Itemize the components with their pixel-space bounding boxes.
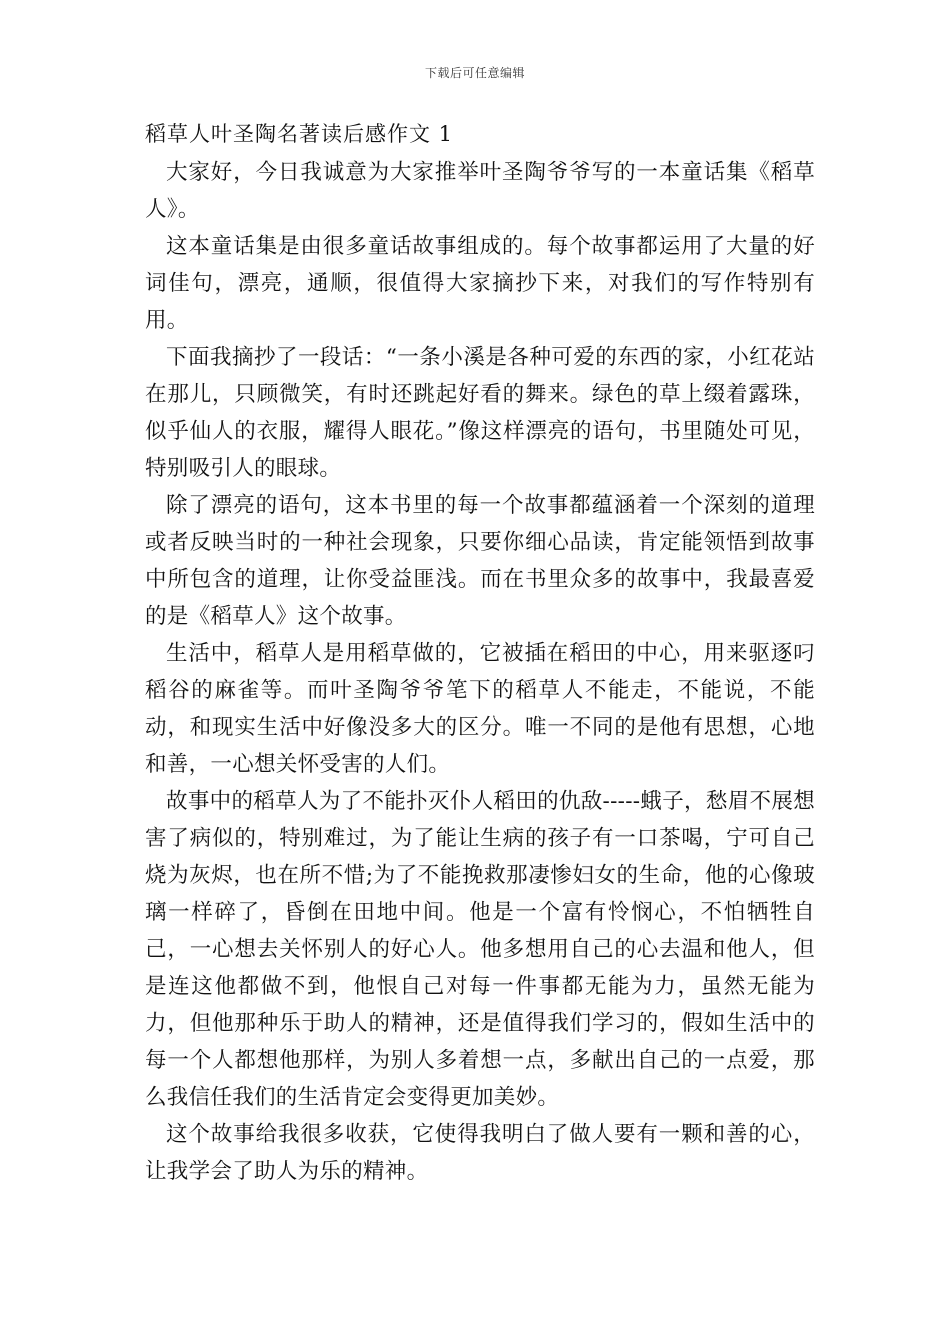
paragraph: 这个故事给我很多收获，它使得我明白了做人要有一颗和善的心，让我学会了助人为乐的精神。 — [145, 1122, 815, 1184]
paragraph: 除了漂亮的语句，这本书里的每一个故事都蕴涵着一个深刻的道理或者反映当时的一种社会现象，只要你细心品读，肯定能领悟到故事中所包含的道理，让你受益匪浅。而在书里众多的故事中，我最喜爱的是《稻草人》这个故事。 — [145, 493, 815, 629]
paragraph: 生活中，稻草人是用稻草做的，它被插在稻田的中心，用来驱逐叼稻谷的麻雀等。而叶圣陶爷爷笔下的稻草人不能走，不能说，不能动，和现实生活中好像没多大的区分。唯一不同的是他有思想，心地和善，一心想关怀受害的人们。 — [145, 641, 815, 777]
paragraph: 故事中的稻草人为了不能扑灭仆人稻田的仇敌-----蛾子，愁眉不展想害了病似的，特别难过，为了能让生病的孩子有一口茶喝，宁可自己烧为灰烬，也在所不惜;为了不能挽救那凄惨妇女的生命，他的心像玻璃一样碎了，昏倒在田地中间。他是一个富有怜悯心，不怕牺牲自己，一心想去关怀别人的好心人。他多想用自己的心去温和他人，但是连这他都做不到，他恨自己对每一件事都无能为力，虽然无能为力，但他那种乐于助人的精神，还是值得我们学习的，假如生活中的每一个人都想他那样，为别人多着想一点，多献出自己的一点爱，那么我信任我们的生活肯定会变得更加美妙。 — [145, 789, 815, 1110]
paragraph: 这本童话集是由很多童话故事组成的。每个故事都运用了大量的好词佳句，漂亮，通顺，很值得大家摘抄下来，对我们的写作特别有用。 — [145, 234, 815, 333]
header-note: 下载后可任意编辑 — [424, 66, 525, 80]
document-body — [145, 154, 815, 1190]
paragraph: 下面我摘抄了一段话：“一条小溪是各种可爱的东西的家，小红花站在那儿，只顾微笑，有时还跳起好看的舞来。绿色的草上缀着露珠，似乎仙人的衣服，耀得人眼花。”像这样漂亮的语句，书里随处可见，特别吸引人的眼球。 — [145, 345, 815, 481]
document-title: 稻草人叶圣陶名著读后感作文 1 — [145, 122, 454, 146]
paragraph: 大家好，今日我诚意为大家推举叶圣陶爷爷写的一本童话集《稻草人》。 — [145, 160, 815, 222]
